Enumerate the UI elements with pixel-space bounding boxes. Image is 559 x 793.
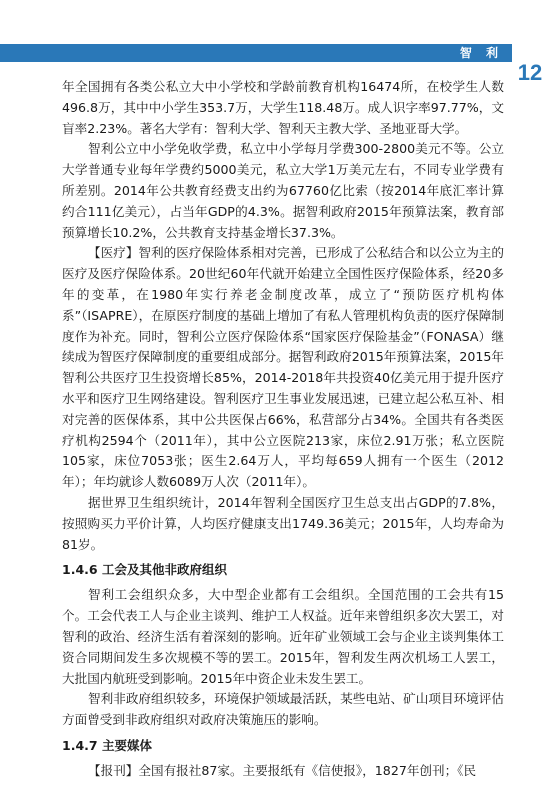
page-number: 12 [517, 60, 543, 85]
paragraph-healthcare: 【医疗】智利的医疗保险体系相对完善，已形成了公私结合和以公立为主的医疗及医疗保险体系。20世纪60年代就开始建立全国性医疗保险体系，经20多年的变革，在1980年实行养老金制度改革，成立了“预防医疗机构体系”（ISAPRE），在原医疗制度的基础上增加了有私人管理机构负责的医疗保障制度作为补充。同时，智利公立医疗保险体系“国家医疗保险基金”（FONASA）继续成为智医疗保障制度的重要组成部分。据智利政府2015年预算法案，2015年智利公共医疗卫生投资增长85%，2014-2018年共投资40亿美元用于提升医疗水平和医疗卫生网络建设。智利医疗卫生事业发展迅速，已建立起公私互补、相对完善的医保体系，其中公共医保占66%，私营部分占34%。全国共有各类医疗机构2594个（2011年），其中公立医院213家，床位2.91万张；私立医院105家，床位7053张；医生2.64万人，平均每659人拥有一个医生（2012年）；年均就诊人数6089万人次（2011年）。 [62, 245, 504, 490]
section-heading-media: 1.4.7 主要媒体 [62, 737, 152, 753]
paragraph-unions: 智利工会组织众多，大中型企业都有工会组织。全国范围的工会共有15个。工会代表工人与企业主谈判、维护工人权益。近年来曾组织多次大罢工，对智利的政治、经济生活有着深刻的影响。近年矿业领域工会与企业主谈判集体工资合同期间发生多次规模不等的罢工。2015年，智利发生两次机场工人罢工，大批国内航班受到影响。2015年中资企业未发生罢工。 [62, 587, 504, 686]
paragraph-press: 【报刊】全国有报社87家。主要报纸有《信使报》，1827年创刊；《民 [88, 762, 477, 778]
paragraph-education-stats: 年全国拥有各类公私立大中小学校和学龄前教育机构16474所，在校学生人数496.8万，其中中小学生353.7万，大学生118.48万。成人识字率97.77%，文盲率2.23%。著名大学有：智利大学、智利天主教大学、圣地亚哥大学。 [62, 79, 504, 136]
section-heading-unions: 1.4.6 工会及其他非政府组织 [62, 562, 227, 578]
page-body [62, 77, 504, 782]
header-bar [0, 44, 512, 62]
paragraph-ngos: 智利非政府组织较多，环境保护领域最活跃，某些电站、矿山项目环境评估方面曾受到非政府组织对政府决策施压的影响。 [62, 691, 504, 728]
paragraph-who-stats: 据世界卫生组织统计，2014年智利全国医疗卫生总支出占GDP的7.8%，按照购买力平价计算，人均医疗健康支出1749.36美元；2015年，人均寿命为81岁。 [62, 494, 504, 552]
running-header-title: 智 利 [459, 46, 503, 60]
paragraph-tuition: 智利公立中小学免收学费，私立中小学每月学费300-2800美元不等。公立大学普通专业每年学费约5000美元，私立大学1万美元左右，不同专业学费有所差别。2014年公共教育经费支出约为67760亿比索（按2014年底汇率计算约合111亿美元），占当年GDP的4.3%。据智利政府2015年预算法案，教育部预算增长10.2%，公共教育支持基金增长37.3%。 [62, 141, 504, 240]
